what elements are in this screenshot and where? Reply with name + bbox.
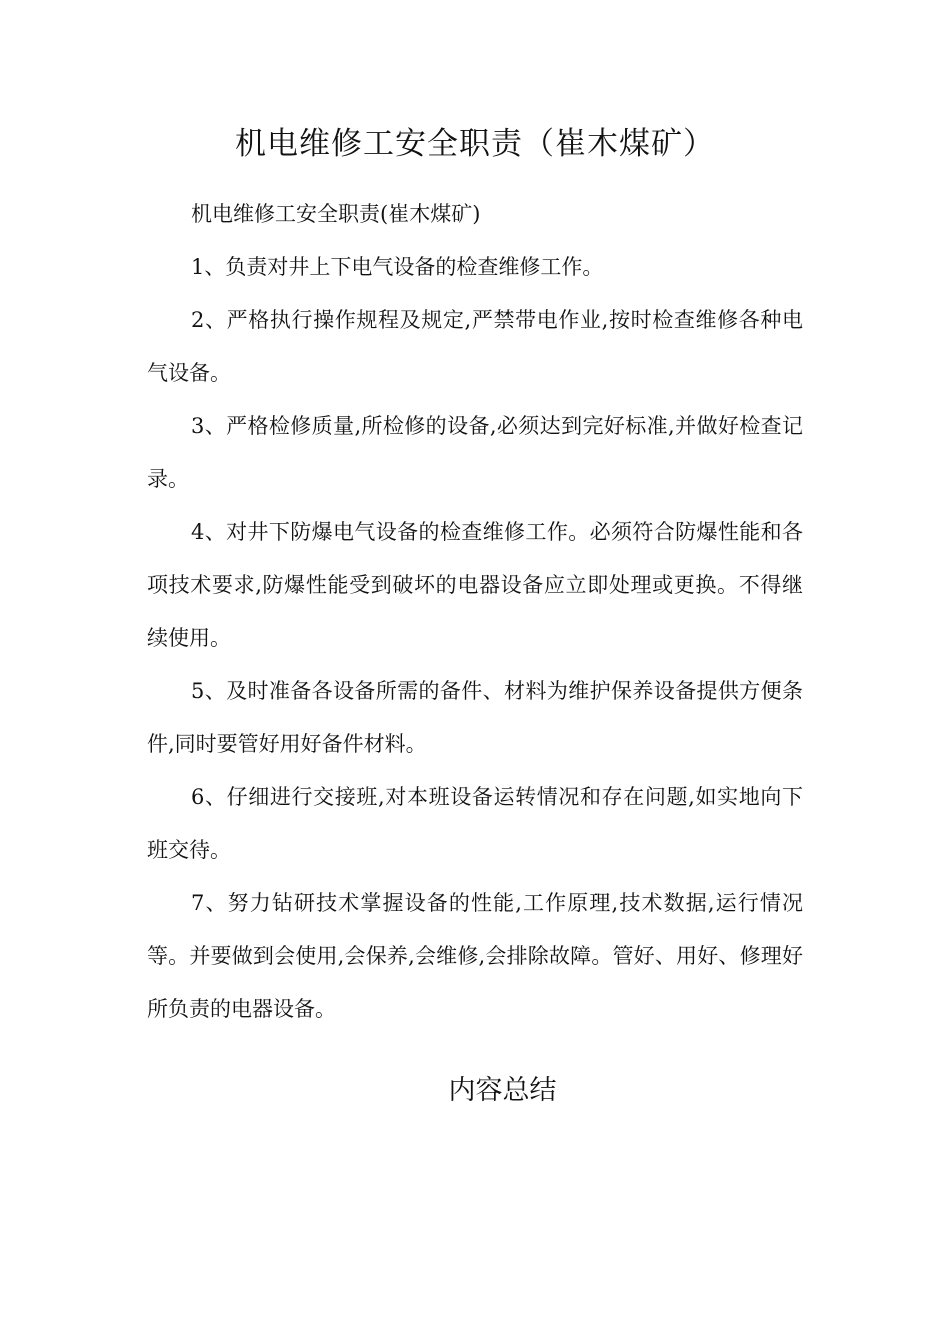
duty-item-2: 2、严格执行操作规程及规定,严禁带电作业,按时检查维修各种电气设备。 bbox=[147, 308, 803, 385]
duty-item-3: 3、严格检修质量,所检修的设备,必须达到完好标准,并做好检查记录。 bbox=[147, 414, 803, 491]
duty-item-4: 4、对井下防爆电气设备的检查维修工作。必须符合防爆性能和各项技术要求,防爆性能受到破坏的电器设备应立即处理或更换。不得继续使用。 bbox=[147, 520, 803, 650]
subtitle-paragraph: 机电维修工安全职责(崔木煤矿) bbox=[191, 202, 481, 226]
duty-item-7: 7、努力钻研技术掌握设备的性能,工作原理,技术数据,运行情况等。并要做到会使用,会保养,会维修,会排除故障。管好、用好、修理好所负责的电器设备。 bbox=[147, 891, 803, 1021]
document-title: 机电维修工安全职责（崔木煤矿） bbox=[235, 126, 715, 162]
summary-heading: 内容总结 bbox=[448, 1075, 557, 1106]
duty-item-6: 6、仔细进行交接班,对本班设备运转情况和存在问题,如实地向下班交待。 bbox=[147, 785, 803, 862]
document-body bbox=[147, 188, 803, 1036]
duty-item-1: 1、负责对井上下电气设备的检查维修工作。 bbox=[191, 255, 604, 279]
duty-item-5: 5、及时准备各设备所需的备件、材料为维护保养设备提供方便条件,同时要管好用好备件材料。 bbox=[147, 679, 803, 756]
